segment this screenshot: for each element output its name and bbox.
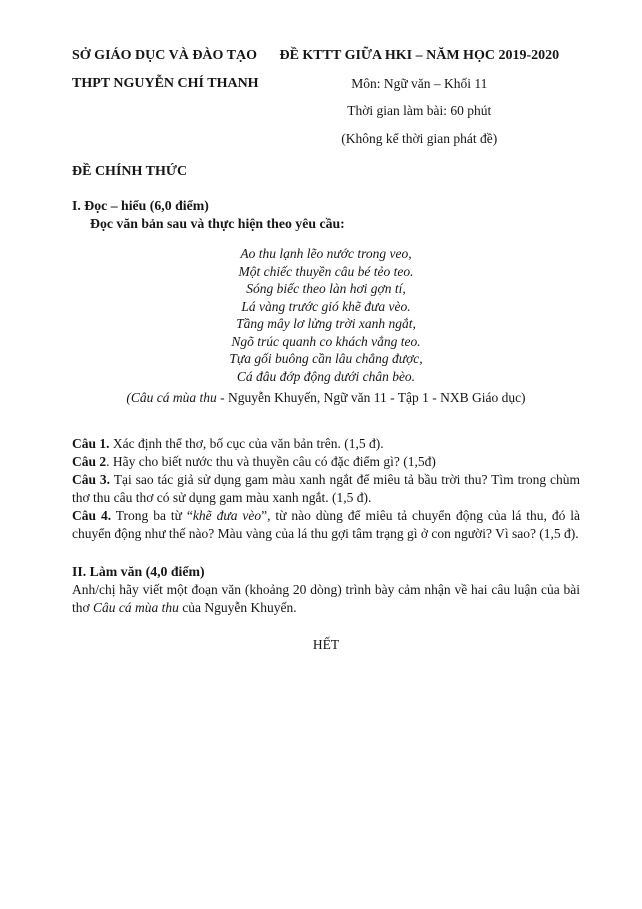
poem-line: Một chiếc thuyền câu bé tẻo teo. bbox=[238, 263, 414, 279]
essay-prompt bbox=[72, 581, 580, 617]
poem-line: Ngõ trúc quanh co khách vắng teo. bbox=[231, 333, 421, 349]
poem-line: Tầng mây lơ lửng trời xanh ngắt, bbox=[236, 316, 416, 331]
essay-prompt-after: của Nguyễn Khuyến. bbox=[178, 600, 297, 615]
question-4-label: Câu 4. bbox=[72, 508, 112, 523]
exam-info-block bbox=[259, 42, 580, 152]
reading-instruction: Đọc văn bản sau và thực hiện theo yêu cầu: bbox=[90, 216, 345, 231]
question-2-text: . Hãy cho biết nước thu và thuyền câu có đặc điểm gì? (1,5đ) bbox=[106, 454, 436, 469]
subject-line: Môn: Ngữ văn – Khối 11 bbox=[351, 75, 488, 91]
poem-line: Ao thu lạnh lẽo nước trong veo, bbox=[240, 246, 412, 261]
question-4-quoted-phrase: khẽ đưa vèo bbox=[192, 508, 262, 523]
poem-line: Cá đâu đớp động dưới chân bèo. bbox=[236, 368, 416, 384]
issuing-authority-block bbox=[72, 42, 259, 97]
question-3-text: Tại sao tác giả sử dụng gam màu xanh ngắt để miêu tả bầu trời thu? Tìm trong chùm thơ thu câu thơ có sử dụng gam màu xanh ngắt. (1,5 đ). bbox=[72, 472, 580, 505]
section2-block bbox=[72, 563, 580, 617]
question-2-label: Câu 2 bbox=[72, 454, 107, 469]
question-3-label: Câu 3. bbox=[72, 472, 111, 487]
essay-prompt-before: Anh/chị hãy viết một đoạn văn (khoảng 20 dòng) trình bày cảm nhận về hai câu luận của bài thơ bbox=[72, 582, 580, 615]
duration-line: Thời gian làm bài: 60 phút bbox=[347, 103, 492, 118]
section1-heading: I. Đọc – hiểu (6,0 điểm) bbox=[72, 198, 209, 213]
duration-note: (Không kể thời gian phát đề) bbox=[341, 130, 498, 146]
question-1-text: Xác định thể thơ, bố cục của văn bản trên. (1,5 đ). bbox=[109, 436, 384, 451]
poem-line: Sóng biếc theo làn hơi gợn tí, bbox=[246, 281, 406, 296]
school-name: THPT NGUYỄN CHÍ THANH bbox=[72, 75, 259, 91]
question-1 bbox=[72, 435, 580, 453]
poem-line: Tựa gối buông cần lâu chẳng được, bbox=[229, 351, 423, 366]
department-name: SỞ GIÁO DỤC VÀ ĐÀO TẠO bbox=[72, 48, 258, 63]
poem-block bbox=[72, 245, 580, 385]
poem-source-citation bbox=[72, 389, 580, 407]
question-4 bbox=[72, 507, 580, 543]
section2-heading: II. Làm văn (4,0 điểm) bbox=[72, 564, 205, 579]
exam-title: ĐỀ KTTT GIỮA HKI – NĂM HỌC 2019-2020 bbox=[279, 48, 560, 63]
end-of-exam-marker: HẾT bbox=[312, 637, 340, 652]
essay-prompt-poem-title: Câu cá mùa thu bbox=[93, 600, 179, 615]
official-exam-label: ĐỀ CHÍNH THỨC bbox=[72, 164, 188, 179]
document-header bbox=[72, 42, 580, 152]
poem-line: Lá vàng trước gió khẽ đưa vèo. bbox=[241, 298, 411, 314]
question-1-label: Câu 1. bbox=[72, 436, 110, 451]
poem-source-publisher: - Nguyễn Khuyến, Ngữ văn 11 - Tập 1 - NXB Giáo dục) bbox=[216, 390, 526, 405]
questions-block bbox=[72, 435, 580, 543]
question-2 bbox=[72, 453, 580, 471]
question-4-text-before: Trong ba từ “ bbox=[111, 508, 193, 523]
poem-source-title: (Câu cá mùa thu bbox=[126, 390, 217, 405]
question-3 bbox=[72, 471, 580, 507]
question-4-text-after: ”, từ nào dùng để miêu tả chuyển động của lá thu, đó là chuyển động như thế nào? Màu vàng của lá thu gợi tâm trạng gì ở con người? Vì sao? (1,5 đ). bbox=[72, 508, 580, 541]
